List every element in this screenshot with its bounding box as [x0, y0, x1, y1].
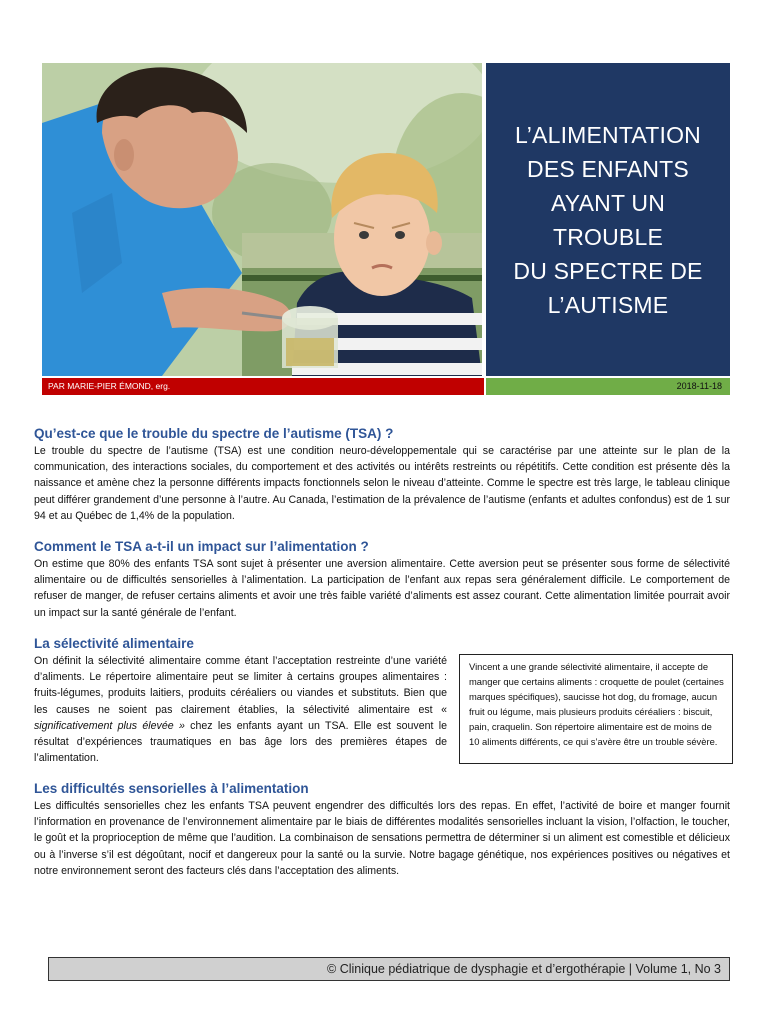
cover-photo [42, 63, 482, 376]
paragraph-text: On définit la sélectivité alimentaire comme étant l’acceptation restreinte d’une variété d’aliments. Le répertoire alimentaire peut se limiter à certains groupes alimentaires : fruits-légumes, produits laitiers, produits céréaliers ou viandes et substituts. Bien que les causes ne soient pas clairement établies, la sélectivité alimentaire est « [34, 655, 447, 716]
example-box: Vincent a une grande sélectivité alimentaire, il accepte de manger que certains aliments : croquette de poulet (certaines marques spécifiques), saucisse hot dog, du fromage, aucun fruit ou légume, mais plusieurs produits céréaliers : biscuit, pain, craquelin. Son répertoire alimentaire est de moins de 10 aliments différents, ce qui s’avère être un trouble sévère. [459, 654, 733, 764]
title-line: DES ENFANTS [527, 155, 689, 182]
paragraph-text: chez les enfants ayant un TSA. Elle est souvent le résultat d’expériences traumatiques en bas âge lors des premières étapes de l’alimentation. [34, 719, 447, 765]
section-heading: Qu’est-ce que le trouble du spectre de l’autisme (TSA) ? [34, 426, 394, 441]
section-heading: La sélectivité alimentaire [34, 636, 194, 651]
title-line: AYANT UN TROUBLE [550, 189, 666, 250]
title-line: DU SPECTRE DE [513, 257, 703, 284]
footer-text: © Clinique pédiatrique de dysphagie et d’ergothérapie | Volume 1, No 3 [327, 962, 721, 976]
section-paragraph: On estime que 80% des enfants TSA sont sujet à présenter une aversion alimentaire. Cette aversion peut se présenter sous forme de sélectivité alimentaire ou de difficultés sensorielles à l’alimentation. La participation de l’enfant aux repas sera généralement difficile. Le comportement de refuser de manger, de refuser certains aliments et avoir une très faible variété d’aliments est assez courant. Cette alimentation limitée pourrait avoir un impact sur la santé générale de l’enfant. [34, 558, 730, 619]
date-text: 2018-11-18 [676, 381, 722, 391]
title-panel [486, 63, 730, 376]
section-paragraph: Le trouble du spectre de l’autisme (TSA) est une condition neuro-développementale qui se caractérise par une atteinte sur le plan de la communication, des interactions sociales, du comportement et des activités ou intérêts restreints ou répétitifs. Cette condition est présente dès la naissance et amène chez la personne différents impacts fonctionnels selon le niveau d’atteinte. Comme le spectre est très large, le tableau clinique peut différer grandement d’une personne à l’autre. Au Canada, l’estimation de la prévalence de l’autisme (enfants et adultes confondus) est de 1 sur 94 et au Québec de 1,4% de la population. [34, 445, 730, 522]
title-line: L’AUTISME [547, 291, 669, 318]
title-line: L’ALIMENTATION [515, 121, 701, 148]
document-title [493, 118, 723, 322]
author-text: PAR MARIE-PIER ÉMOND, erg. [48, 381, 171, 391]
emphasis-text: significativement plus élevée » [34, 719, 185, 732]
section-paragraph: Les difficultés sensorielles chez les enfants TSA peuvent engendrer des difficultés lors des repas. En effet, l’activité de boire et manger fournit l’information en provenance de l’environnement alimentaire par le biais de différentes modalités sensorielles incluant la vision, l’olfaction, le toucher, le goût et la proprioception de même que l’audition. La combinaison de sensations permettra de déterminer si un aliment est comestible et délicieux ou à l’inverse s’il est dégoûtant, nocif et dangereux pour la santé ou la survie. Notre bagage génétique, nos expériences positives ou négatives et notre environnement seront des facteurs clés dans l’acceptation des aliments. [34, 800, 730, 877]
footer [48, 957, 730, 981]
section-paragraph [34, 653, 447, 766]
section-heading: Les difficultés sensorielles à l’alimentation [34, 781, 309, 796]
section-heading: Comment le TSA a-t-il un impact sur l’alimentation ? [34, 539, 369, 554]
